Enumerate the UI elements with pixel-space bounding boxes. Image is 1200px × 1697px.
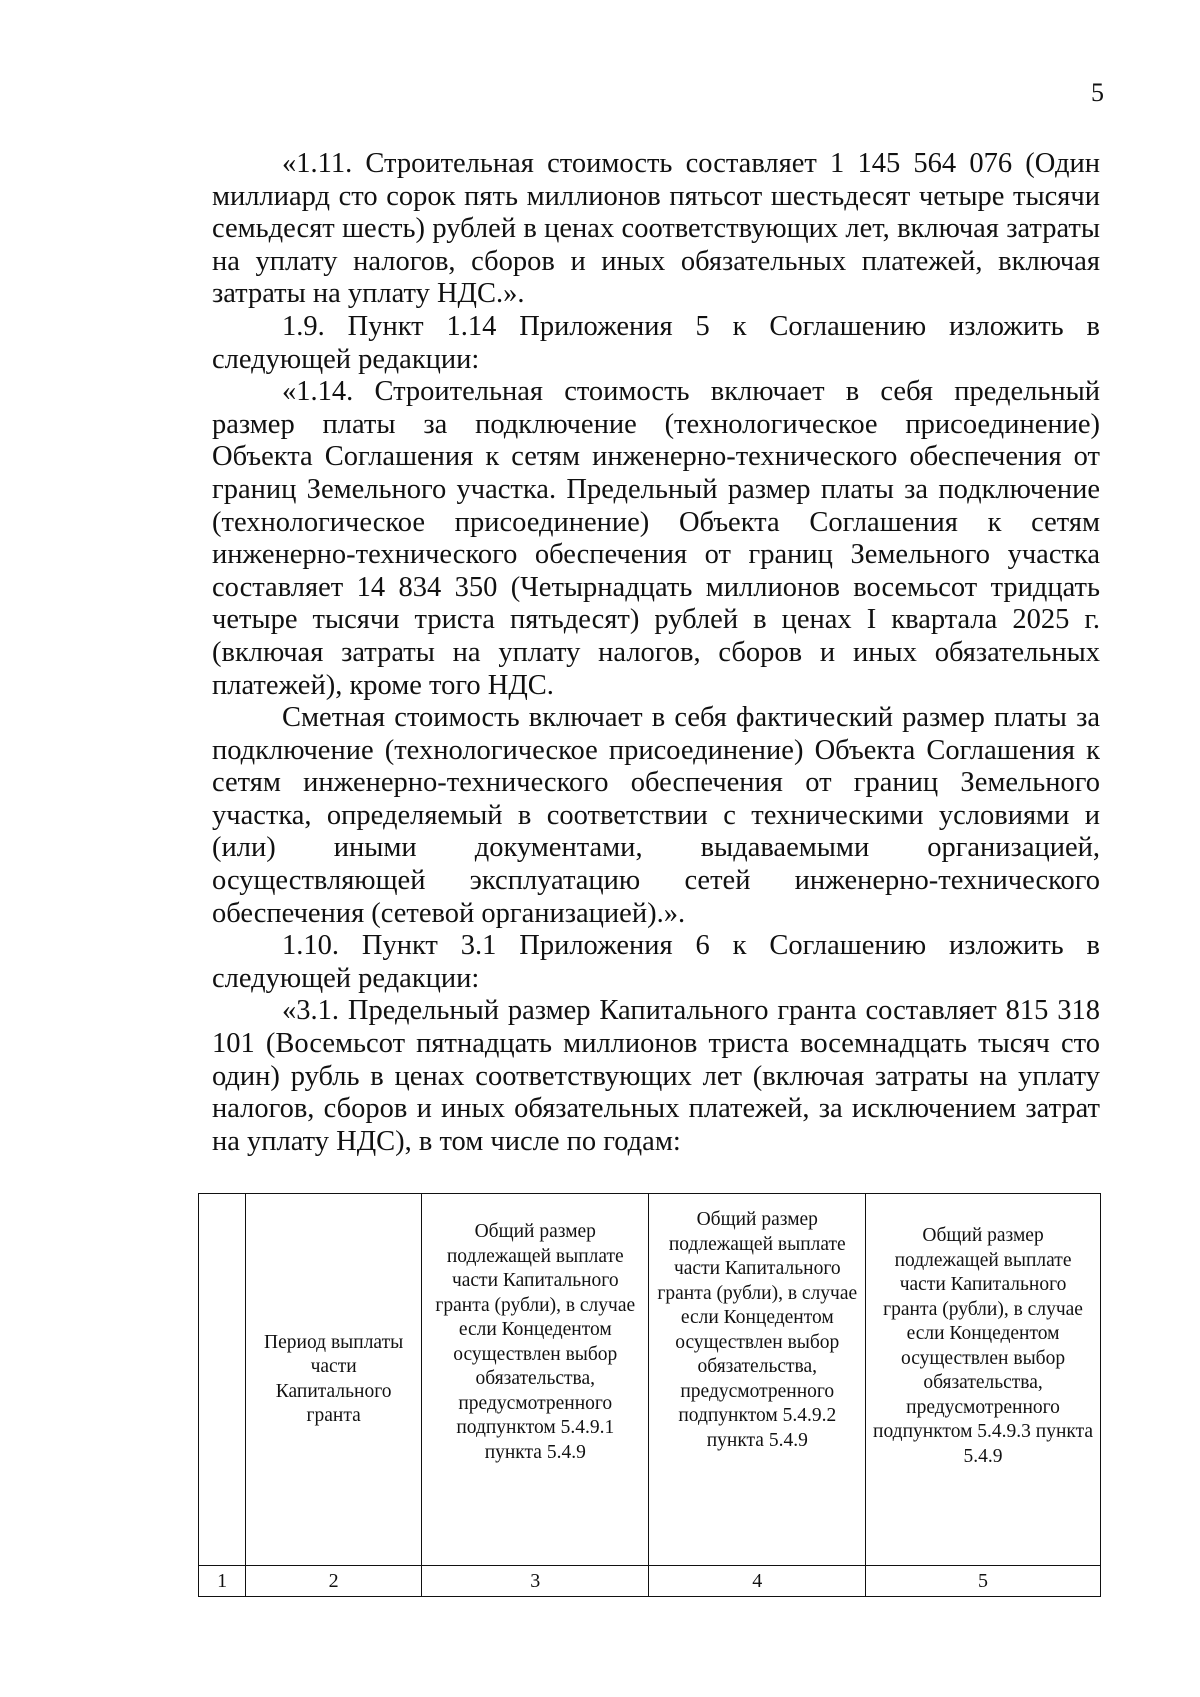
table-column-number: 1: [199, 1566, 246, 1597]
table-header-cell: Общий размер подлежащей выплате части Капитального гранта (рубли), в случае если Концедентом осуществлен выбор обязательства, предусмотренного подпунктом 5.4.9.1 пункта 5.4.9: [422, 1194, 649, 1566]
table-header-cell: Общий размер подлежащей выплате части Капитального гранта (рубли), в случае если Концедентом осуществлен выбор обязательства, предусмотренного подпунктом 5.4.9.3 пункта 5.4.9: [866, 1194, 1101, 1566]
table-header-row: [199, 1194, 1101, 1566]
page-number: 5: [1091, 78, 1104, 107]
document-body: [212, 148, 1100, 1158]
paragraph-3-1: «3.1. Предельный размер Капитального гранта составляет 815 318 101 (Восемьсот пятнадцать миллионов триста восемнадцать тысяч сто один) рубль в ценах соответствующих лет (включая затраты на уплату налогов, сборов и иных обязательных платежей, за исключением затрат на уплату НДС), в том числе по годам:: [212, 995, 1100, 1157]
table-column-number: 3: [422, 1566, 649, 1597]
table-column-number: 2: [246, 1566, 422, 1597]
table-column-number: 5: [866, 1566, 1101, 1597]
paragraph-1-10: 1.10. Пункт 3.1 Приложения 6 к Соглашению изложить в следующей редакции:: [212, 930, 1100, 994]
table-header-cell: Период выплаты части Капитального гранта: [246, 1194, 422, 1566]
table-header-cell: Общий размер подлежащей выплате части Капитального гранта (рубли), в случае если Концедентом осуществлен выбор обязательства, предусмотренного подпунктом 5.4.9.2 пункта 5.4.9: [649, 1194, 866, 1566]
capital-grant-table: [198, 1193, 1101, 1597]
paragraph-1-14: «1.14. Строительная стоимость включает в себя предельный размер платы за подключение (технологическое присоединение) Объекта Соглашения к сетям инженерно-технического обеспечения от границ Земельного участка. Предельный размер платы за подключение (технологическое присоединение) Объекта Соглашения к сетям инженерно-технического обеспечения от границ Земельного участка составляет 14 834 350 (Четырнадцать миллионов восемьсот тридцать четыре тысячи триста пятьдесят) рублей в ценах I квартала 2025 г. (включая затраты на уплату налогов, сборов и иных обязательных платежей), кроме того НДС.: [212, 376, 1100, 701]
table-header-cell: [199, 1194, 246, 1566]
paragraph-1-9: 1.9. Пункт 1.14 Приложения 5 к Соглашению изложить в следующей редакции:: [212, 310, 1100, 375]
table-column-number: 4: [649, 1566, 866, 1597]
paragraph-estimate-cost: Сметная стоимость включает в себя фактический размер платы за подключение (технологическое присоединение) Объекта Соглашения к сетям инженерно-технического обеспечения от границ Земельного участка, определяемый в соответствии с техническими условиями и (или) иными документами, выдаваемыми организацией, осуществляющей эксплуатацию сетей инженерно-технического обеспечения (сетевой организацией).».: [212, 702, 1100, 929]
table-column-number-row: [199, 1566, 1101, 1597]
paragraph-1-11: «1.11. Строительная стоимость составляет 1 145 564 076 (Один миллиард сто сорок пять миллионов пятьсот шестьдесят четыре тысячи семьдесят шесть) рублей в ценах соответствующих лет, включая затраты на уплату налогов, сборов и иных обязательных платежей, включая затраты на уплату НДС.».: [212, 148, 1100, 310]
